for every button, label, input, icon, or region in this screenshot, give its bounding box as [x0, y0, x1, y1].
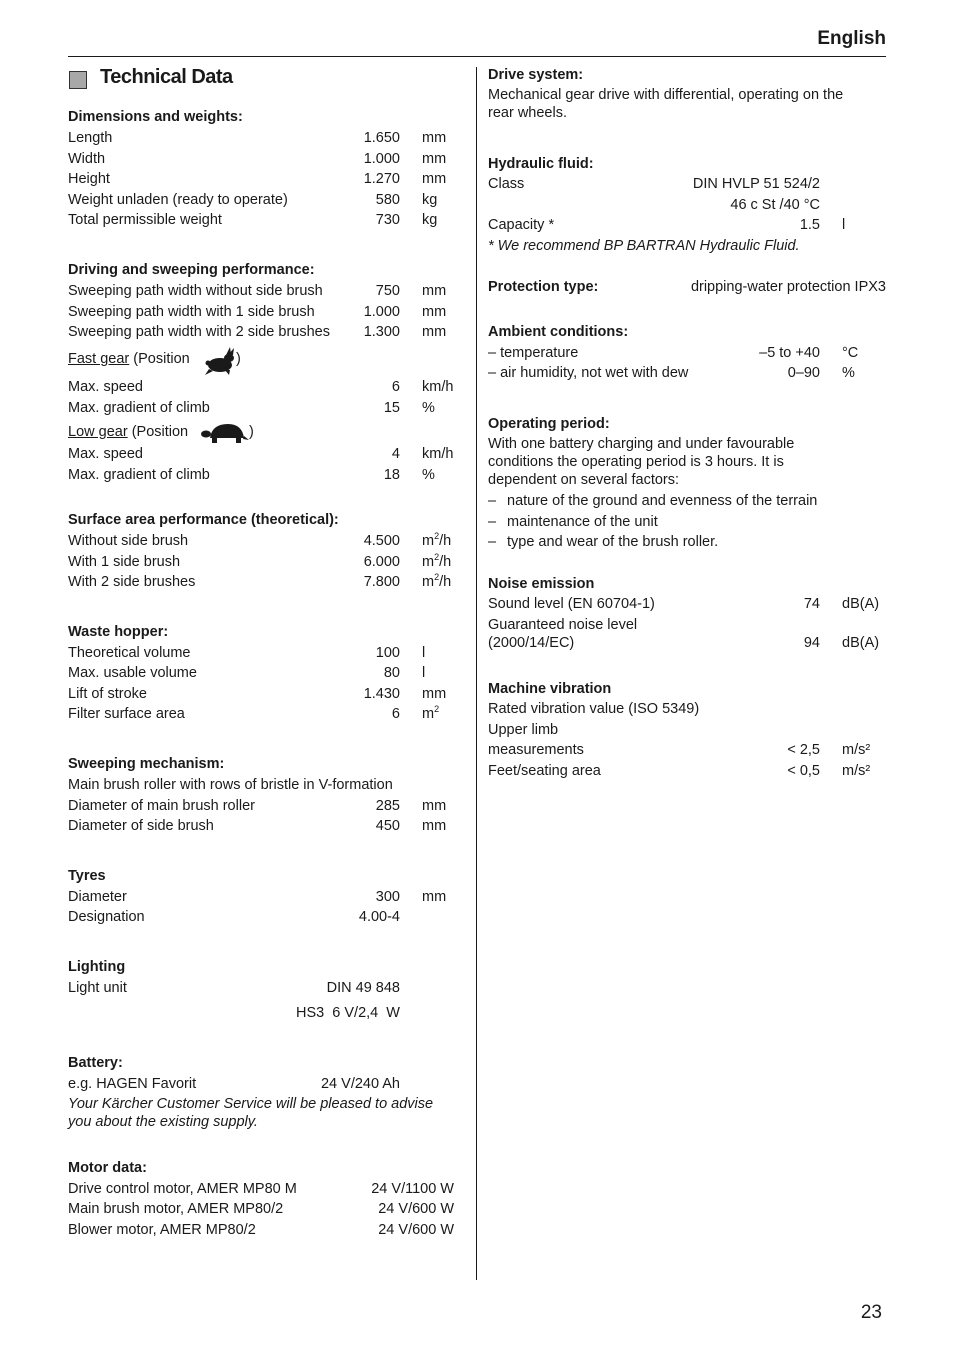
- row-value: 24 V/600 W: [378, 1222, 454, 1238]
- row-label: Sweeping path width with 2 side brushes: [68, 324, 330, 340]
- hydraulic-capacity-label: Capacity *: [488, 217, 555, 233]
- row-label: Diameter: [68, 889, 127, 905]
- row-label: Blower motor, AMER MP80/2: [68, 1222, 256, 1238]
- row-label: Theoretical volume: [68, 645, 191, 661]
- row-label: Max. usable volume: [68, 665, 197, 681]
- row-value: 4.00-4: [358, 909, 400, 925]
- row-value: 6: [391, 379, 400, 395]
- row-value: 0–90: [787, 365, 820, 381]
- low-gear-label: Low gear: [68, 424, 128, 440]
- drive-system-heading: Drive system:: [488, 67, 584, 83]
- list-item: type and wear of the brush roller.: [507, 534, 719, 550]
- row-value: 74: [803, 596, 820, 612]
- row-unit: dB(A): [842, 596, 880, 612]
- tortoise-icon: [200, 421, 250, 445]
- hydraulic-heading: Hydraulic fluid:: [488, 156, 594, 172]
- row-label: Diameter of side brush: [68, 818, 214, 834]
- row-unit: mm: [422, 798, 447, 814]
- row-label: With 1 side brush: [68, 554, 181, 570]
- language-label: English: [817, 28, 886, 49]
- battery-note: Your Kärcher Customer Service will be pleased to advise: [68, 1096, 434, 1112]
- fast-gear-line: [68, 351, 190, 367]
- low-gear-line: [68, 424, 188, 440]
- row-value: 450: [375, 818, 400, 834]
- row-label: Drive control motor, AMER MP80 M: [68, 1181, 297, 1197]
- fast-gear-close: ): [236, 351, 241, 367]
- operating-text: conditions the operating period is 3 hours. It is: [488, 454, 784, 470]
- row-value: < 0,5: [787, 763, 820, 779]
- section-square-icon: [69, 71, 87, 89]
- row-value: 1.650: [363, 130, 400, 146]
- row-unit: mm: [422, 818, 447, 834]
- row-unit: l: [422, 665, 426, 681]
- row-value: 300: [375, 889, 400, 905]
- low-gear-close: ): [249, 424, 254, 440]
- page-number: 23: [860, 1302, 882, 1323]
- hydraulic-class-value: DIN HVLP 51 524/2: [692, 176, 820, 192]
- row-unit: $m^2/h$: [422, 531, 452, 549]
- row-label: Length: [68, 130, 113, 146]
- noise-heading: Noise emission: [488, 576, 595, 592]
- row-value: 6.000: [363, 554, 400, 570]
- fast-gear-label: Fast gear: [68, 351, 130, 367]
- operating-text: dependent on several factors:: [488, 472, 680, 488]
- drive-system-text: Mechanical gear drive with differential, operating on the: [488, 87, 844, 103]
- row-value: 18: [383, 467, 400, 483]
- row-value: 750: [375, 283, 400, 299]
- row-unit: m/s²: [842, 742, 871, 758]
- motor-heading: Motor data:: [68, 1160, 147, 1176]
- row-unit: $m^2$: [422, 704, 440, 722]
- column-divider: [476, 67, 477, 1280]
- lighting-label: Light unit: [68, 980, 127, 996]
- row-label: (2000/14/EC): [488, 635, 575, 651]
- row-unit: $m^2/h$: [422, 552, 452, 570]
- lighting-bulb: HS3 6 V/2,4 W: [296, 1005, 400, 1021]
- driving-heading: Driving and sweeping performance:: [68, 262, 315, 278]
- rabbit-icon: [203, 346, 237, 376]
- row-value: 1.000: [363, 304, 400, 320]
- row-unit: °C: [842, 345, 859, 361]
- bullet-dash: –: [488, 493, 497, 509]
- sweeping-heading: Sweeping mechanism:: [68, 756, 225, 772]
- row-label: Guaranteed noise level: [488, 617, 638, 633]
- row-unit: mm: [422, 889, 447, 905]
- low-gear-position: (Position: [131, 424, 189, 440]
- row-unit: %: [842, 365, 855, 381]
- row-unit: mm: [422, 130, 447, 146]
- row-label: Max. speed: [68, 446, 143, 462]
- header-rule: [68, 56, 886, 57]
- row-value: 1.300: [363, 324, 400, 340]
- row-unit: km/h: [422, 446, 454, 462]
- row-value: 4: [391, 446, 400, 462]
- row-unit: mm: [422, 283, 447, 299]
- row-value: 580: [375, 192, 400, 208]
- row-value: 80: [383, 665, 400, 681]
- row-label: Sweeping path width with 1 side brush: [68, 304, 315, 320]
- row-unit: kg: [422, 192, 438, 208]
- row-value: 1.000: [363, 151, 400, 167]
- row-unit: %: [422, 467, 435, 483]
- row-label: Total permissible weight: [68, 212, 222, 228]
- row-value: 285: [375, 798, 400, 814]
- row-value: 6: [391, 706, 400, 722]
- battery-note: you about the existing supply.: [68, 1114, 258, 1130]
- row-value: 1.270: [363, 171, 400, 187]
- row-unit: mm: [422, 151, 447, 167]
- hydraulic-capacity-value: 1.5: [799, 217, 820, 233]
- page-title: Technical Data: [100, 66, 233, 88]
- row-unit: mm: [422, 171, 447, 187]
- protection-label: Protection type:: [488, 279, 599, 295]
- row-label: Diameter of main brush roller: [68, 798, 255, 814]
- row-unit: mm: [422, 304, 447, 320]
- row-value: < 2,5: [787, 742, 820, 758]
- row-label: Max. speed: [68, 379, 143, 395]
- row-label: Sound level (EN 60704-1): [488, 596, 655, 612]
- lighting-value: DIN 49 848: [326, 980, 400, 996]
- row-unit: %: [422, 400, 435, 416]
- row-value: 100: [375, 645, 400, 661]
- bullet-dash: –: [488, 514, 497, 530]
- operating-heading: Operating period:: [488, 416, 610, 432]
- row-label: Designation: [68, 909, 145, 925]
- list-item: nature of the ground and evenness of the terrain: [507, 493, 818, 509]
- row-unit: l: [422, 645, 426, 661]
- tyres-heading: Tyres: [68, 868, 106, 884]
- row-label: Height: [68, 171, 110, 187]
- battery-heading: Battery:: [68, 1055, 123, 1071]
- row-label: Lift of stroke: [68, 686, 147, 702]
- row-label: – temperature: [488, 345, 579, 361]
- row-unit: m/s²: [842, 763, 871, 779]
- row-label: measurements: [488, 742, 584, 758]
- row-unit: dB(A): [842, 635, 880, 651]
- sweeping-note: Main brush roller with rows of bristle in V-formation: [68, 777, 393, 793]
- row-unit: kg: [422, 212, 438, 228]
- row-unit: mm: [422, 686, 447, 702]
- bullet-dash: –: [488, 534, 497, 550]
- battery-value: 24 V/240 Ah: [320, 1076, 400, 1092]
- vibration-heading: Machine vibration: [488, 681, 612, 697]
- row-value: 15: [383, 400, 400, 416]
- row-unit: mm: [422, 324, 447, 340]
- row-label: Feet/seating area: [488, 763, 601, 779]
- row-value: 24 V/600 W: [378, 1201, 454, 1217]
- hydraulic-class-value: 46 c St /40 °C: [730, 197, 820, 213]
- protection-value: dripping-water protection IPX3: [690, 279, 886, 295]
- surface-heading: Surface area performance (theoretical):: [68, 512, 339, 528]
- row-value: 94: [803, 635, 820, 651]
- row-value: 4.500: [363, 533, 400, 549]
- hydraulic-note: * We recommend BP BARTRAN Hydraulic Fluid.: [488, 238, 800, 254]
- ambient-heading: Ambient conditions:: [488, 324, 629, 340]
- row-unit: km/h: [422, 379, 454, 395]
- operating-text: With one battery charging and under favourable: [488, 436, 795, 452]
- row-label: Weight unladen (ready to operate): [68, 192, 288, 208]
- row-label: Sweeping path width without side brush: [68, 283, 323, 299]
- list-item: maintenance of the unit: [507, 514, 658, 530]
- row-label: Max. gradient of climb: [68, 400, 210, 416]
- row-label: Main brush motor, AMER MP80/2: [68, 1201, 284, 1217]
- hydraulic-class-label: Class: [488, 176, 525, 192]
- row-value: –5 to +40: [759, 345, 820, 361]
- lighting-heading: Lighting: [68, 959, 126, 975]
- battery-label: e.g. HAGEN Favorit: [68, 1076, 197, 1092]
- row-label: Filter surface area: [68, 706, 185, 722]
- row-unit: $m^2/h$: [422, 572, 452, 590]
- fast-gear-position: (Position: [133, 351, 190, 367]
- row-value: 730: [375, 212, 400, 228]
- row-label: With 2 side brushes: [68, 574, 196, 590]
- vibration-text: Rated vibration value (ISO 5349): [488, 701, 700, 717]
- hydraulic-capacity-unit: l: [842, 217, 846, 233]
- row-label: Width: [68, 151, 106, 167]
- row-label: Max. gradient of climb: [68, 467, 210, 483]
- row-value: 7.800: [363, 574, 400, 590]
- drive-system-text: rear wheels.: [488, 105, 567, 121]
- row-label: Without side brush: [68, 533, 189, 549]
- waste-heading: Waste hopper:: [68, 624, 169, 640]
- row-label: – air humidity, not wet with dew: [488, 365, 689, 381]
- row-value: 1.430: [363, 686, 400, 702]
- dimensions-heading: Dimensions and weights:: [68, 109, 243, 125]
- vibration-text: Upper limb: [488, 722, 559, 738]
- row-value: 24 V/1100 W: [371, 1181, 454, 1197]
